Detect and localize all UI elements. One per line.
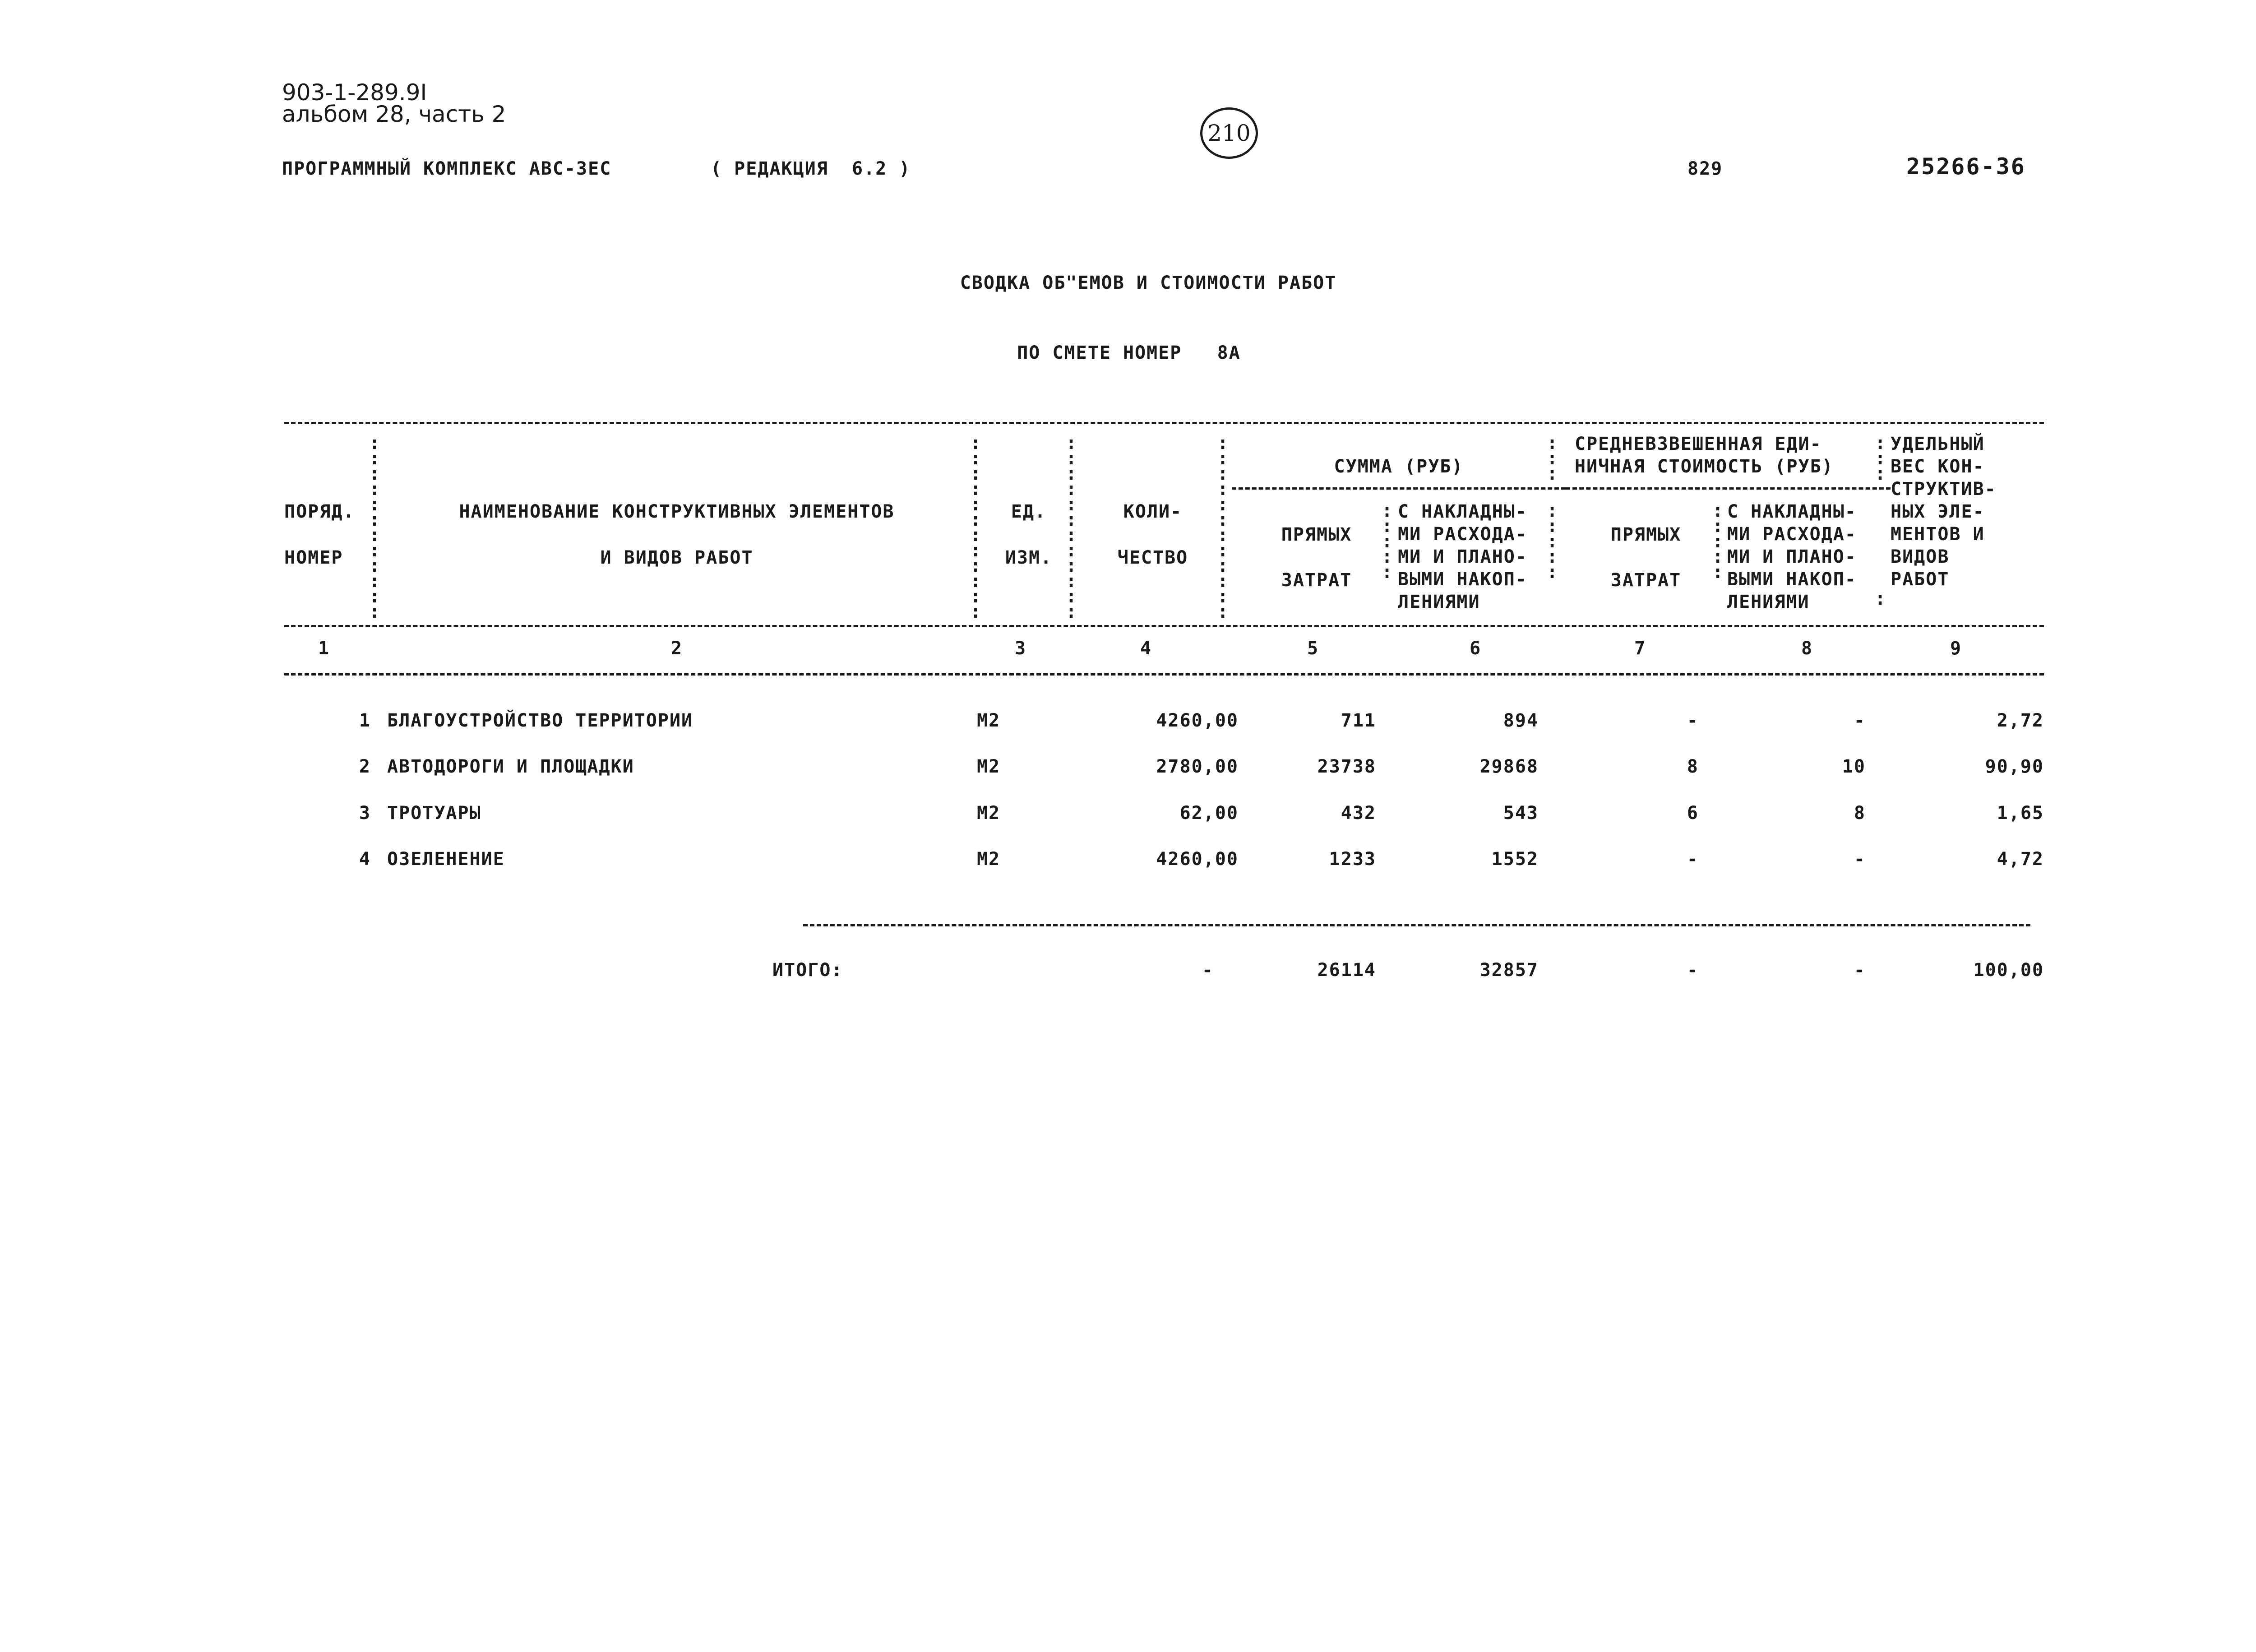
row-unit-overhead: - <box>1854 710 1866 731</box>
row-direct: 23738 <box>1317 756 1376 777</box>
row-name: БЛАГОУСТРОЙСТВО ТЕРРИТОРИИ <box>387 710 693 731</box>
row-unit-direct: 6 <box>1687 803 1699 824</box>
separator-col2: : : : : : : : : : : : : <box>970 433 982 622</box>
total-label: ИТОГО: <box>772 960 843 981</box>
separator-col5: : : : : : <box>1382 500 1394 583</box>
header-name-line2: И ВИДОВ РАБОТ <box>600 547 754 568</box>
row-unit-overhead: 8 <box>1854 803 1866 824</box>
total-qty: - <box>1202 960 1214 981</box>
header-uoverhead-line1: С НАКЛАДНЫ- <box>1727 501 1857 522</box>
table-top-rule <box>284 422 2044 424</box>
header-direct-line2: ЗАТРАТ <box>1281 570 1352 591</box>
header-direct-line1: ПРЯМЫХ <box>1281 524 1352 545</box>
document-number: 25266-36 <box>1906 153 2026 180</box>
header-num-line2: НОМЕР <box>284 547 343 568</box>
header-name-line1: НАИМЕНОВАНИЕ КОНСТРУКТИВНЫХ ЭЛЕМЕНТОВ <box>459 501 895 522</box>
row-qty: 4260,00 <box>1156 710 1239 731</box>
header-overhead-line5: ЛЕНИЯМИ <box>1398 592 1480 612</box>
total-overhead: 32857 <box>1479 960 1539 981</box>
row-unit-overhead: 10 <box>1842 756 1866 777</box>
row-share: 2,72 <box>1997 710 2044 731</box>
header-avg-group-line1: СРЕДНЕВЗВЕШЕННАЯ ЕДИ- <box>1575 434 1822 454</box>
row-name: ТРОТУАРЫ <box>387 803 481 824</box>
header-avg-group-line2: НИЧНАЯ СТОИМОСТЬ (РУБ) <box>1575 456 1834 477</box>
header-share-line1: УДЕЛЬНЫЙ <box>1891 434 1985 454</box>
colnum-5: 5 <box>1307 638 1319 659</box>
colnum-1: 1 <box>318 638 330 659</box>
row-share: 90,90 <box>1985 756 2044 777</box>
header-overhead-line2: МИ РАСХОДА- <box>1398 524 1527 545</box>
header-udirect-line2: ЗАТРАТ <box>1610 570 1682 591</box>
header-uoverhead-line3: МИ И ПЛАНО- <box>1727 546 1857 567</box>
avg-group-rule <box>1566 487 1891 490</box>
separator-col8: : <box>1875 588 1887 609</box>
row-unit-direct: - <box>1687 849 1699 870</box>
colnum-2: 2 <box>670 638 683 659</box>
document-code: 903-1-289.9I <box>282 79 427 106</box>
colnum-8: 8 <box>1801 638 1813 659</box>
colnum-4: 4 <box>1140 638 1152 659</box>
program-name: ПРОГРАММНЫЙ КОМПЛЕКС АВС-3ЕС <box>282 158 612 179</box>
row-name: ОЗЕЛЕНЕНИЕ <box>387 849 505 870</box>
colnum-9: 9 <box>1950 638 1962 659</box>
row-share: 4,72 <box>1997 849 2044 870</box>
page-number: 829 <box>1687 158 1723 179</box>
row-overhead: 29868 <box>1479 756 1539 777</box>
sum-group-rule <box>1232 487 1566 490</box>
header-share-line3: СТРУКТИВ- <box>1891 479 1997 500</box>
page-stamp-number: 210 <box>1207 120 1251 146</box>
total-direct: 26114 <box>1317 960 1376 981</box>
program-edition: ( РЕДАКЦИЯ 6.2 ) <box>711 158 911 179</box>
row-unit: М2 <box>977 710 1001 731</box>
row-direct: 711 <box>1341 710 1376 731</box>
row-unit: М2 <box>977 849 1001 870</box>
row-number: 1 <box>359 710 371 731</box>
header-share-line4: НЫХ ЭЛЕ- <box>1891 501 1985 522</box>
separator-col4: : : : : : : : : : : : : <box>1217 433 1230 622</box>
header-share-line2: ВЕС КОН- <box>1891 456 1985 477</box>
numbers-bottom-rule <box>284 673 2044 676</box>
row-qty: 62,00 <box>1179 803 1239 824</box>
header-bottom-rule <box>284 625 2044 627</box>
row-number: 3 <box>359 803 371 824</box>
header-unit-line2: ИЗМ. <box>1005 547 1053 568</box>
separator-avg-share: : : : <box>1875 433 1887 484</box>
row-unit: М2 <box>977 756 1001 777</box>
total-rule <box>803 924 2030 926</box>
header-overhead-line4: ВЫМИ НАКОП- <box>1398 569 1527 590</box>
separator-col3: : : : : : : : : : : : : <box>1066 433 1078 622</box>
row-direct: 1233 <box>1329 849 1376 870</box>
row-number: 2 <box>359 756 371 777</box>
row-overhead: 543 <box>1503 803 1539 824</box>
separator-sum-avg: : : : <box>1547 433 1559 484</box>
row-number: 4 <box>359 849 371 870</box>
row-unit-overhead: - <box>1854 849 1866 870</box>
separator-col6: : : : : : <box>1547 500 1559 583</box>
page-stamp <box>1200 107 1258 159</box>
header-num-line1: ПОРЯД. <box>284 501 355 522</box>
header-overhead-line1: С НАКЛАДНЫ- <box>1398 501 1527 522</box>
header-share-line5: МЕНТОВ И <box>1891 524 1985 545</box>
header-uoverhead-line5: ЛЕНИЯМИ <box>1727 592 1810 612</box>
header-share-line7: РАБОТ <box>1891 569 1950 590</box>
total-unit-direct: - <box>1687 960 1699 981</box>
row-overhead: 1552 <box>1491 849 1539 870</box>
row-name: АВТОДОРОГИ И ПЛОЩАДКИ <box>387 756 634 777</box>
header-udirect-line1: ПРЯМЫХ <box>1610 524 1682 545</box>
report-subtitle: ПО СМЕТЕ НОМЕР 8А <box>1017 342 1241 363</box>
row-unit: М2 <box>977 803 1001 824</box>
header-uoverhead-line4: ВЫМИ НАКОП- <box>1727 569 1857 590</box>
row-qty: 4260,00 <box>1156 849 1239 870</box>
colnum-6: 6 <box>1469 638 1482 659</box>
header-overhead-line3: МИ И ПЛАНО- <box>1398 546 1527 567</box>
total-share: 100,00 <box>1973 960 2044 981</box>
header-uoverhead-line2: МИ РАСХОДА- <box>1727 524 1857 545</box>
row-direct: 432 <box>1341 803 1376 824</box>
separator-col1: : : : : : : : : : : : : <box>369 433 381 622</box>
header-qty-line1: КОЛИ- <box>1123 501 1183 522</box>
header-sum-group: СУММА (РУБ) <box>1334 456 1464 477</box>
header-unit-line1: ЕД. <box>1011 501 1047 522</box>
row-qty: 2780,00 <box>1156 756 1239 777</box>
colnum-7: 7 <box>1634 638 1646 659</box>
row-share: 1,65 <box>1997 803 2044 824</box>
colnum-3: 3 <box>1014 638 1027 659</box>
header-share-line6: ВИДОВ <box>1891 546 1950 567</box>
row-overhead: 894 <box>1503 710 1539 731</box>
total-unit-overhead: - <box>1854 960 1866 981</box>
row-unit-direct: 8 <box>1687 756 1699 777</box>
header-qty-line2: ЧЕСТВО <box>1117 547 1188 568</box>
separator-col7: : : : : : <box>1712 500 1724 583</box>
album-part: альбом 28, часть 2 <box>282 101 506 127</box>
report-title: СВОДКА ОБ"ЕМОВ И СТОИМОСТИ РАБОТ <box>960 273 1337 293</box>
row-unit-direct: - <box>1687 710 1699 731</box>
